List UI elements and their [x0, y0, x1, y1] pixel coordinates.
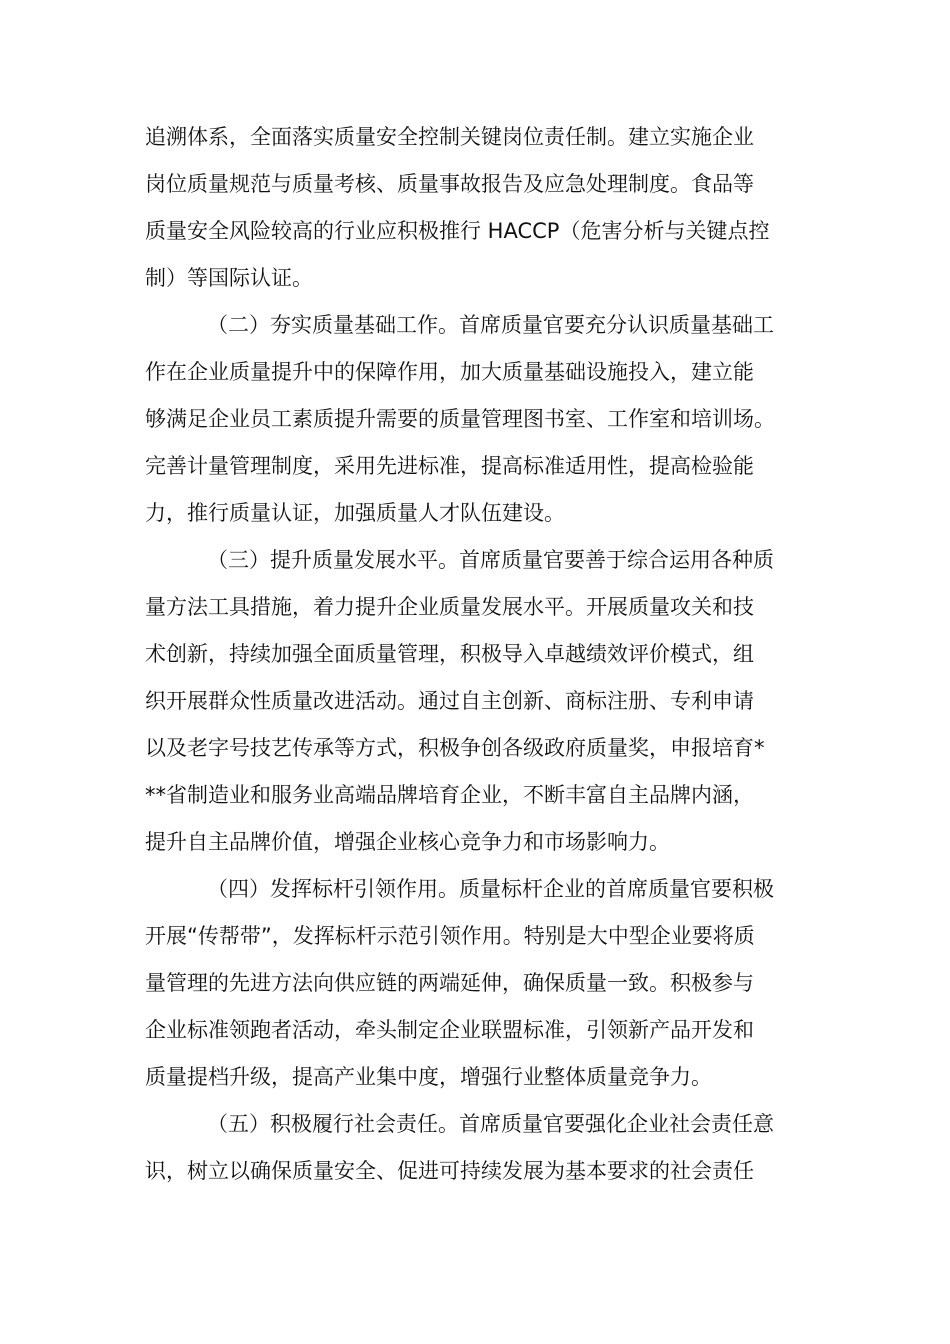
paragraph-line: 以及老字号技艺传承等方式，积极争创各级政府质量奖，申报培育* [145, 736, 765, 760]
paragraph-line: 力，推行质量认证，加强质量人才队伍建设。 [145, 501, 565, 525]
paragraph-line: 追溯体系，全面落实质量安全控制关键岗位责任制。建立实施企业 [145, 125, 754, 149]
paragraph-line: 作在企业质量提升中的保障作用，加大质量基础设施投入，建立能 [145, 360, 754, 384]
paragraph-line: 量管理的先进方法向供应链的两端延伸，确保质量一致。积极参与 [145, 971, 754, 995]
paragraph-line: 质量安全风险较高的行业应积极推行 HACCP（危害分析与关键点控 [145, 219, 770, 243]
paragraph-line: 制）等国际认证。 [145, 266, 313, 290]
paragraph-line: 企业标准领跑者活动，牵头制定企业联盟标准，引领新产品开发和 [145, 1018, 754, 1042]
section-heading-line: （二）夯实质量基础工作。首席质量官要充分认识质量基础工 [207, 313, 774, 337]
paragraph-line: 岗位质量规范与质量考核、质量事故报告及应急处理制度。食品等 [145, 172, 754, 196]
paragraph-line: 完善计量管理制度，采用先进标准，提高标准适用性，提高检验能 [145, 454, 754, 478]
paragraph-line: 质量提档升级，提高产业集中度，增强行业整体质量竞争力。 [145, 1065, 712, 1089]
paragraph-line: 够满足企业员工素质提升需要的质量管理图书室、工作室和培训场。 [145, 407, 775, 431]
section-heading-line: （四）发挥标杆引领作用。质量标杆企业的首席质量官要积极 [207, 877, 774, 901]
paragraph-line: **省制造业和服务业高端品牌培育企业，不断丰富自主品牌内涵， [145, 783, 754, 807]
paragraph-line: 开展“传帮带”，发挥标杆示范引领作用。特别是大中型企业要将质 [145, 924, 755, 948]
paragraph-line: 术创新，持续加强全面质量管理，积极导入卓越绩效评价模式，组 [145, 642, 754, 666]
section-heading-line: （三）提升质量发展水平。首席质量官要善于综合运用各种质 [207, 548, 774, 572]
section-heading-line: （五）积极履行社会责任。首席质量官要强化企业社会责任意 [207, 1112, 774, 1136]
paragraph-line: 织开展群众性质量改进活动。通过自主创新、商标注册、专利申请 [145, 689, 754, 713]
paragraph-line: 提升自主品牌价值，增强企业核心竞争力和市场影响力。 [145, 830, 670, 854]
paragraph-line: 量方法工具措施，着力提升企业质量发展水平。开展质量攻关和技 [145, 595, 754, 619]
paragraph-line: 识，树立以确保质量安全、促进可持续发展为基本要求的社会责任 [145, 1159, 754, 1183]
